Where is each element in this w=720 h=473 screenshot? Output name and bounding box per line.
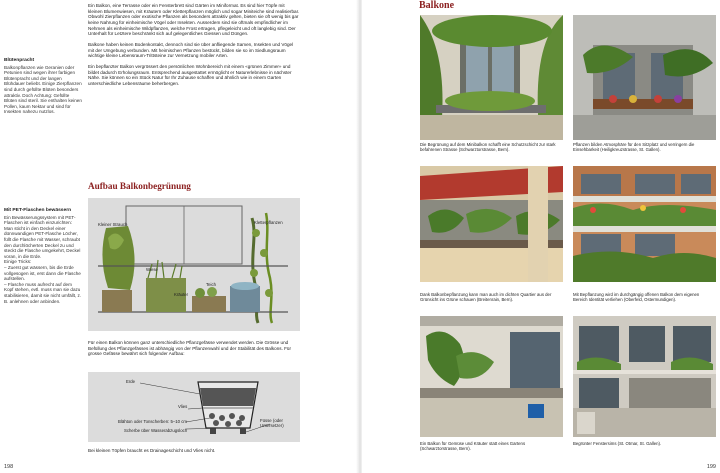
sidebar-trick: – Zuerst gut wässern, bis die Erde vollgesogen ist, erst dann die Flasche aufstellen. <box>4 264 81 282</box>
photo-caption: Mit Bepflanzung wird im durchgängig offenen Balkon dem eigenen Bereich Identität verliehen (Oberfeld, Ostermundigen). <box>573 292 700 303</box>
sidebar-pet-flaschen <box>4 208 82 304</box>
sidebar-trick: – Flasche muss aufrecht auf dem Kopf stehen, evtl. muss man sie dazu stabilisieren, damit sie nicht umfällt, z. B. anlehnen oder anbinden. <box>4 281 82 304</box>
photo-caption: Die Begrünung auf dem Minibalkon schafft eine Schutzschicht zur stark befahrenen Strasse (Schwarztorstrasse, Bern). <box>420 142 556 153</box>
sidebar-text: Balkonpflanzen wie Geranien oder Petunien sind wegen ihrer farbigen Blütenpracht und der langen Blühdauer beliebt. Einige Zierpflanzen sind durch gefüllte Blüten besonders attraktiv. Doch Achtung: Gefüllte Blüten sind steril. Sie enthalten keinen Pollen, kaum Nektar und sind für Insekten nahezu nutzlos. <box>4 64 82 115</box>
page-number: 198 <box>4 464 14 470</box>
left-page <box>0 0 358 473</box>
body-paragraph: Ein bepflanzter Balkon vergrössert den persönlichen Wohnbereich mit einem «grünen Zimmer» und bildet dadurch Erholungsraum. Entsprechend ausgestattet ermöglicht er Naturerlebnisse in nächster Nähe. Sie können so ein Stück Natur für Ihr Zuhause schaffen und ähnlich wie in einem Garten unterschiedliche Lebensräume beherbergen. <box>88 63 292 86</box>
pot-caption: Bei kleinen Töpfen braucht es Drainageschicht und Vlies nicht. <box>88 448 216 453</box>
photo-oberfeld <box>573 166 716 282</box>
body-paragraph: Ein Balkon, eine Terrasse oder ein Fensterbrett sind Gärten im Miniformat. Es sind hier Töpfe mit kleinen Blumenwiesen, mit Kräutern oder Kletterpflanzen möglich und sogar Miniteiche sind realisierbar. Obwohl Zierpflanzen oder exotische Pflanzen als besonders attraktiv gelten, bieten sie oft wenig bis gar keine Nahrung für einheimische Vögel oder Insekten. Ausserdem sind sie oftmals empfindlicher im Nehmen als einheimische Wildpflanzen, welche Frost ertragen, pflegeleicht und oft langlebig sind. Der Unterhalt für Letztere beschränkt sich auf gelegentliches Giessen und Düngen. <box>88 3 300 37</box>
pot-sketch <box>88 372 300 442</box>
illustration-caption: Für einen Balkon können ganz unterschiedliche Pflanzgefässe verwendet werden. Die Grösse und Befüllung des Pflanzgefässes ist abhängig von der Pflanzenwahl und der Stabilität des Balkons. Für grosse Gefässe bewährt sich folgender Aufbau: <box>88 340 292 357</box>
balcony-illustration <box>88 198 300 331</box>
balcony-sketch <box>88 198 300 331</box>
sidebar-tricks-title: Einige Tricks: <box>4 259 32 265</box>
page-number: 199 <box>706 464 716 470</box>
sidebar-heading: Mit PET-Flaschen bewässern <box>4 208 72 213</box>
body-paragraph: Balkone haben keinen Bodenkontakt, dennoch sind sie über anfliegende Samen, Insekten und Vögel mit der Umgebung verbunden. Mit heimischen Pflanzen bestückt, bilden sie so im Siedlungsraum wichtige kleine Lebensraum-Trittsteine zur Vernetzung mobiler Arten. <box>88 41 294 59</box>
label-wiese: Wiese <box>146 267 158 272</box>
photo-caption: Ein Balkon für Gemüse und Kräuter statt eines Gartens (Schwarztorstrasse, Bern). <box>420 441 526 452</box>
pot-illustration <box>88 372 300 442</box>
sidebar-heading: Blütenpracht <box>4 58 35 63</box>
photo-gemuese <box>420 316 563 437</box>
page-heading: Balkone <box>419 0 455 11</box>
body-text <box>88 3 300 92</box>
label-kleiner-strauch: Kleiner Strauch <box>98 222 128 227</box>
label-scherbe: Scherbe über Wasserabzugsloch <box>124 428 188 433</box>
sidebar-text: Ein Bewässerungssystem mit PET-Flaschen ist einfach einzurichten: Man sticht in den Deckel einer dünnwandigen PET-Flasche Löcher, füllt die Flasche mit Wasser, schraubt den durchlöcherten Deckel zu und steckt die Flasche umgekehrt, Deckel voran, in die Erde. <box>4 214 81 259</box>
photo-fenstersims <box>573 316 716 437</box>
label-erde: Erde <box>126 379 136 384</box>
label-fuesse: Füsse (oder Untersetzer) <box>260 418 284 428</box>
section-heading: Aufbau Balkonbegrünung <box>88 181 191 191</box>
photo-breitenrain <box>420 166 563 282</box>
label-teich: Teich <box>206 282 217 287</box>
right-page <box>362 0 720 473</box>
label-blaehton: Blähton oder Tonscherben: 5–10 cm <box>118 419 187 424</box>
photo-minibalkon <box>420 15 563 140</box>
label-kraeuter: Kräuter <box>174 292 189 297</box>
photo-caption: Pflanzen bilden Atmosphäre für den Sitzplatz und verringern die Einsehbarkeit (Heiligkreuzstrasse, St. Gallen). <box>573 142 695 153</box>
sidebar-bluetenpracht <box>4 58 82 115</box>
label-vlies: Vlies <box>178 404 188 409</box>
photo-sitzplatz <box>573 15 716 140</box>
label-kletterpflanzen: Kletterpflanzen <box>254 220 283 225</box>
photo-caption: Dank Balkonbepflanzung kann man auch im dichten Quartier aus der Grünsicht ins Grüne schauen (Breitenrain, Bern). <box>420 292 552 303</box>
photo-caption: Begrünter Fenstersims (St. Otmar, St. Gallen). <box>573 441 662 446</box>
